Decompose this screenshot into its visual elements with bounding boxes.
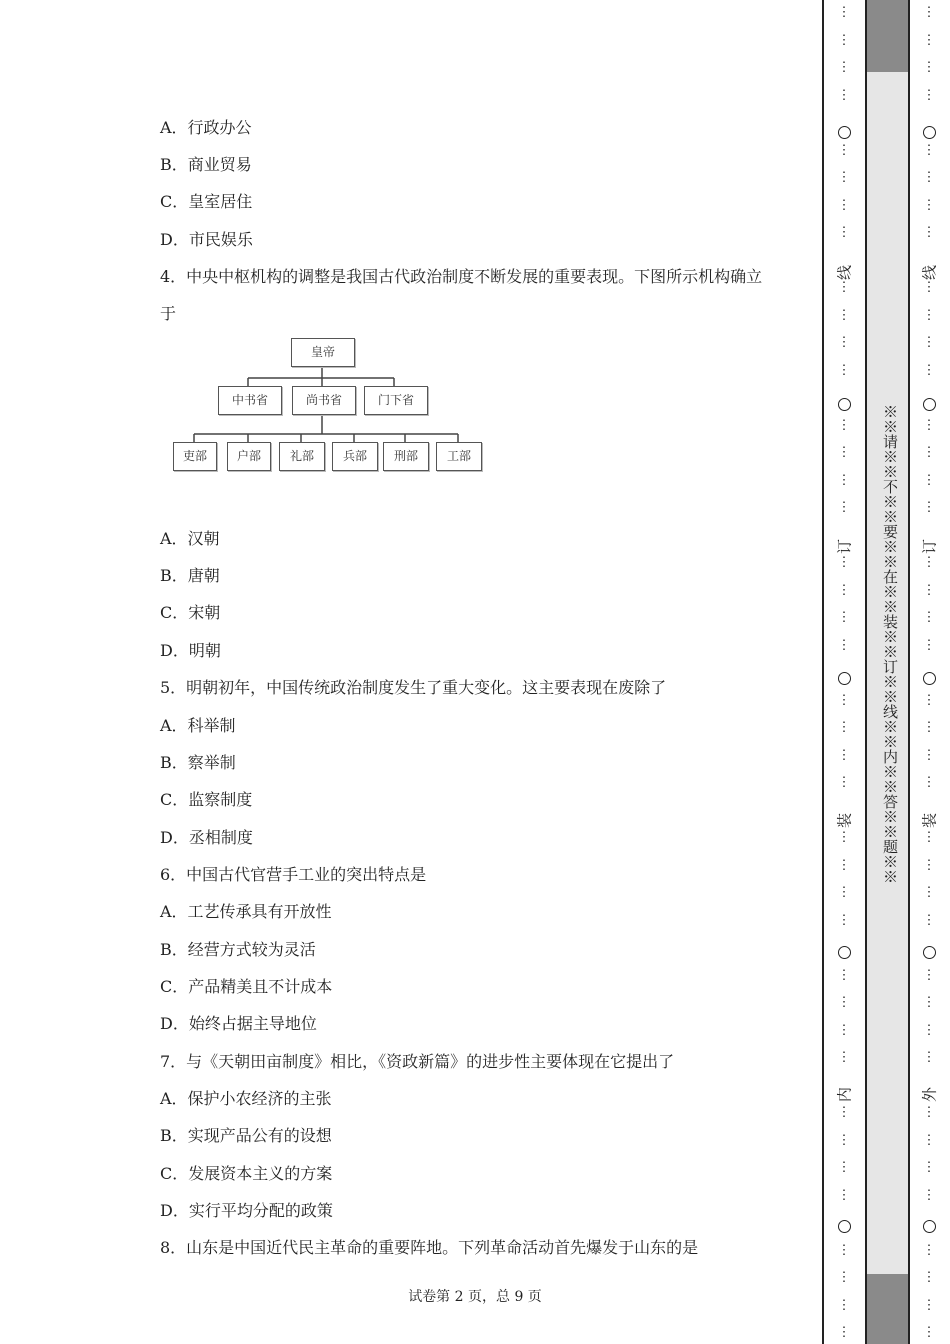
seal-dots: ⋮ [922, 5, 936, 20]
seal-dots: ⋮ [837, 1050, 851, 1065]
seal-dots: ⋮ [922, 720, 936, 735]
seal-dots: ⋮ [837, 225, 851, 240]
seal-circle-icon [923, 1220, 936, 1233]
seal-dots: ⋮ [922, 280, 936, 295]
seal-dots: ⋮ [922, 445, 936, 460]
q6-option-b: B．经营方式较为灵活 [160, 940, 316, 959]
q7-option-c: C．发展资本主义的方案 [160, 1164, 333, 1183]
seal-dots: ⋮ [837, 1242, 851, 1258]
page-footer: 试卷第 2 页，总 9 页 [408, 1289, 542, 1305]
box-bingbu: 兵部 [332, 442, 378, 471]
margin-border-left [822, 0, 824, 1344]
q3-option-c: C．皇室居住 [160, 192, 253, 211]
seal-dots: ⋮ [837, 555, 851, 570]
seal-dots: ⋮ [922, 747, 936, 763]
seal-dots: ⋮ [922, 692, 936, 708]
seal-dots: ⋮ [922, 637, 936, 653]
q6-option-c: C．产品精美且不计成本 [160, 977, 333, 996]
q5-option-c: C．监察制度 [160, 790, 253, 809]
seal-dots: ⋮ [922, 912, 936, 928]
seal-dots: ⋮ [922, 1132, 936, 1148]
box-xingbu: 刑部 [383, 442, 429, 471]
seal-dots: ⋮ [837, 857, 851, 873]
box-shangshu: 尚书省 [292, 386, 356, 415]
box-libu-personnel: 吏部 [173, 442, 217, 471]
seal-circle-icon [838, 398, 851, 411]
seal-dots: ⋮ [922, 87, 936, 103]
seal-dots: ⋮ [922, 335, 936, 350]
seal-dots: ⋮ [837, 280, 851, 295]
seal-strip-right-edge [908, 0, 910, 1344]
seal-label: 装 [920, 813, 939, 829]
seal-dots: ⋮ [837, 912, 851, 928]
q3-option-b: B．商业贸易 [160, 155, 252, 174]
q4-stem-line2: 于 [160, 304, 177, 323]
seal-dots: ⋮ [837, 362, 851, 378]
seal-dots: ⋮ [837, 995, 851, 1010]
seal-dots: ⋮ [837, 445, 851, 460]
q7-option-a: A．保护小农经济的主张 [160, 1089, 332, 1108]
seal-dots: ⋮ [922, 32, 936, 48]
seal-dots: ⋮ [922, 472, 936, 488]
seal-dots: ⋮ [837, 417, 851, 433]
seal-label: 内 [835, 1087, 854, 1103]
q4-option-a: A．汉朝 [160, 529, 220, 548]
q7-option-d: D．实行平均分配的政策 [160, 1201, 333, 1220]
seal-circle-icon [923, 946, 936, 959]
q3-option-a: A．行政办公 [160, 118, 252, 137]
q6-option-d: D．始终占据主导地位 [160, 1014, 317, 1033]
q4-option-c: C．宋朝 [160, 603, 221, 622]
seal-label: 线 [835, 265, 854, 281]
box-zhongshu: 中书省 [218, 386, 282, 415]
seal-dots: ⋮ [922, 362, 936, 378]
seal-dots: ⋮ [837, 1297, 851, 1313]
seal-dots: ⋮ [837, 610, 851, 625]
seal-circle-icon [838, 1220, 851, 1233]
seal-strip-left-edge [865, 0, 867, 1344]
seal-dots: ⋮ [922, 1297, 936, 1313]
seal-dots: ⋮ [837, 967, 851, 983]
q5-option-b: B．察举制 [160, 753, 236, 772]
seal-dots: ⋮ [837, 1022, 851, 1038]
seal-dots: ⋮ [922, 225, 936, 240]
seal-dots: ⋮ [837, 472, 851, 488]
seal-strip-top-block [866, 0, 908, 72]
q5-option-a: A．科举制 [160, 716, 236, 735]
seal-dots: ⋮ [922, 555, 936, 570]
seal-circle-icon [838, 126, 851, 139]
seal-label: 订 [835, 539, 854, 555]
seal-dots: ⋮ [922, 1050, 936, 1065]
seal-dots: ⋮ [922, 60, 936, 75]
seal-dots: ⋮ [837, 170, 851, 185]
q4-stem-line1: 4．中央中枢机构的调整是我国古代政治制度不断发展的重要表现。下图所示机构确立 [160, 267, 763, 286]
seal-label: 订 [920, 539, 939, 555]
seal-dots: ⋮ [922, 830, 936, 845]
seal-dots: ⋮ [922, 582, 936, 598]
seal-dots: ⋮ [837, 142, 851, 158]
seal-circle-icon [923, 398, 936, 411]
seal-dots: ⋮ [837, 720, 851, 735]
q7-stem: 7．与《天朝田亩制度》相比，《资政新篇》的进步性主要体现在它提出了 [160, 1052, 675, 1071]
q6-stem: 6．中国古代官营手工业的突出特点是 [160, 865, 427, 884]
seal-dots: ⋮ [837, 1132, 851, 1148]
q8-stem: 8．山东是中国近代民主革命的重要阵地。下列革命活动首先爆发于山东的是 [160, 1238, 699, 1257]
seal-dots: ⋮ [922, 1105, 936, 1120]
q5-option-d: D．丞相制度 [160, 828, 253, 847]
seal-dots: ⋮ [922, 142, 936, 158]
seal-dots: ⋮ [922, 197, 936, 213]
org-chart-diagram [172, 334, 484, 474]
seal-dots: ⋮ [837, 1325, 851, 1340]
seal-dots: ⋮ [837, 582, 851, 598]
seal-dots: ⋮ [837, 747, 851, 763]
seal-dots: ⋮ [837, 1105, 851, 1120]
seal-dots: ⋮ [837, 87, 851, 103]
seal-dots: ⋮ [837, 1270, 851, 1285]
seal-dots: ⋮ [922, 1270, 936, 1285]
seal-dots: ⋮ [837, 775, 851, 790]
seal-dots: ⋮ [922, 1022, 936, 1038]
seal-circle-icon [923, 672, 936, 685]
seal-dots: ⋮ [922, 967, 936, 983]
seal-dots: ⋮ [837, 1187, 851, 1203]
q5-stem: 5．明朝初年，中国传统政治制度发生了重大变化。这主要表现在废除了 [160, 678, 667, 697]
q3-option-d: D．市民娱乐 [160, 230, 253, 249]
q6-option-a: A．工艺传承具有开放性 [160, 902, 332, 921]
seal-dots: ⋮ [922, 1187, 936, 1203]
seal-label: 线 [920, 265, 939, 281]
seal-dots: ⋮ [922, 170, 936, 185]
seal-dots: ⋮ [922, 1160, 936, 1175]
seal-dots: ⋮ [922, 885, 936, 900]
seal-dots: ⋮ [837, 692, 851, 708]
box-gongbu: 工部 [436, 442, 482, 471]
seal-dots: ⋮ [837, 885, 851, 900]
seal-dots: ⋮ [922, 995, 936, 1010]
q7-option-b: B．实现产品公有的设想 [160, 1126, 332, 1145]
seal-dots: ⋮ [837, 1160, 851, 1175]
seal-dots: ⋮ [922, 1325, 936, 1340]
seal-circle-icon [923, 126, 936, 139]
box-emperor: 皇帝 [291, 338, 355, 367]
q4-option-d: D．明朝 [160, 641, 221, 660]
seal-label: 外 [920, 1087, 939, 1103]
box-hubu: 户部 [227, 442, 271, 471]
seal-dots: ⋮ [922, 1242, 936, 1258]
box-libu-rites: 礼部 [279, 442, 325, 471]
seal-circle-icon [838, 946, 851, 959]
seal-dots: ⋮ [922, 307, 936, 323]
seal-label: 装 [835, 813, 854, 829]
seal-dots: ⋮ [837, 335, 851, 350]
seal-dots: ⋮ [922, 500, 936, 515]
seal-dots: ⋮ [922, 775, 936, 790]
box-menxia: 门下省 [364, 386, 428, 415]
seal-dots: ⋮ [837, 60, 851, 75]
seal-dots: ⋮ [922, 857, 936, 873]
seal-dots: ⋮ [837, 500, 851, 515]
seal-dots: ⋮ [837, 637, 851, 653]
seal-circle-icon [838, 672, 851, 685]
seal-dots: ⋮ [837, 830, 851, 845]
seal-dots: ⋮ [837, 5, 851, 20]
seal-warning: ※※请※※不※※要※※在※※装※※订※※线※※内※※答※※题※※ [881, 404, 899, 884]
seal-strip-bottom-block [866, 1274, 908, 1344]
seal-dots: ⋮ [837, 197, 851, 213]
seal-dots: ⋮ [922, 417, 936, 433]
seal-dots: ⋮ [922, 610, 936, 625]
seal-dots: ⋮ [837, 307, 851, 323]
q4-option-b: B．唐朝 [160, 566, 220, 585]
seal-dots: ⋮ [837, 32, 851, 48]
